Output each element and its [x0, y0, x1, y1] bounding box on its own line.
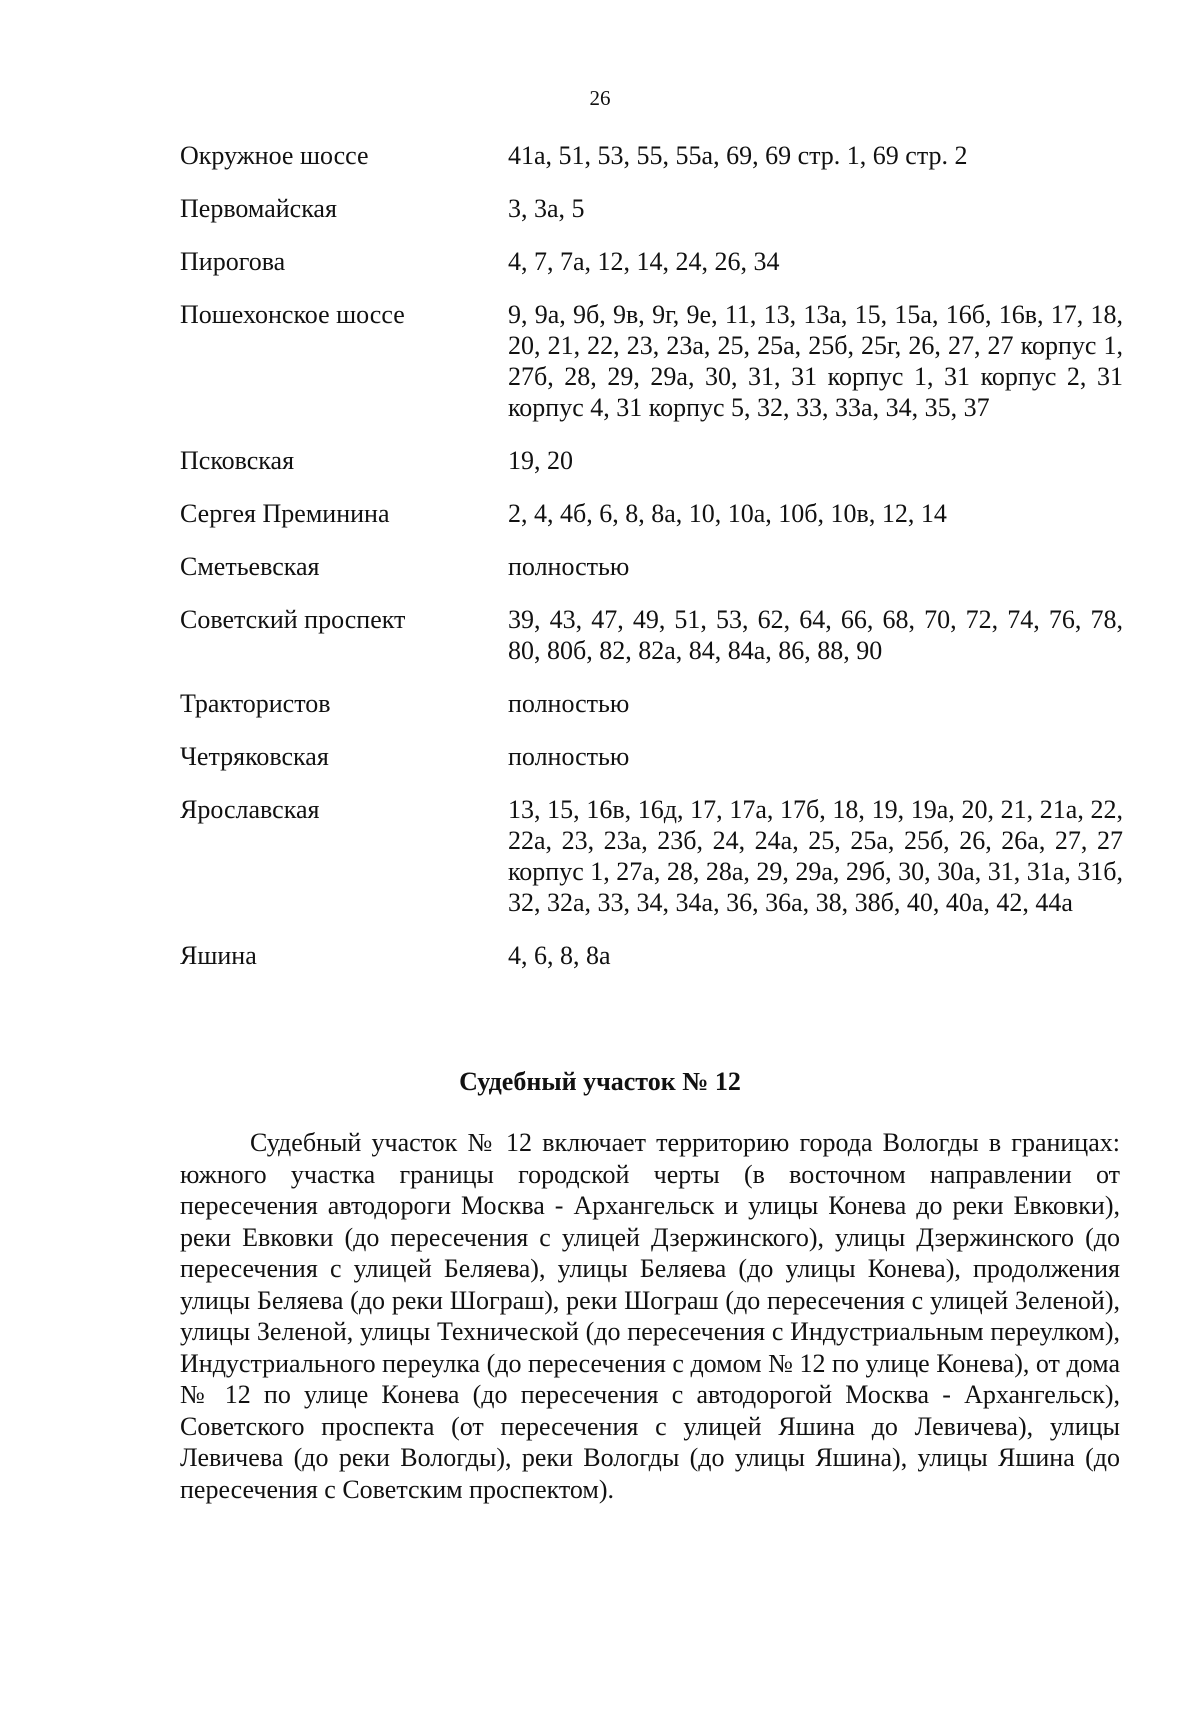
street-name: Пошехонское шоссе: [180, 300, 405, 329]
street-name: Первомайская: [180, 194, 337, 223]
street-name: Псковская: [180, 446, 295, 475]
street-houses: 4, 6, 8, 8а: [508, 941, 611, 970]
street-name: Ярославская: [180, 795, 320, 824]
street-row: [180, 551, 1140, 582]
street-houses: полностью: [508, 742, 630, 771]
street-houses: 9, 9а, 9б, 9в, 9г, 9е, 11, 13, 13а, 15, 15а, 16б, 16в, 17, 18, 20, 21, 22, 23, 23а, 25, 25а, 25б, 25г, 26, 27, 27 корпус 1, 27б, 28, 29, 29а, 30, 31, 31 корпус 1, 31 корпус 2, 31 корпус 4, 31 корпус 5, 32, 33, 33а, 34, 35, 37: [508, 300, 1123, 422]
street-name: Сергея Преминина: [180, 499, 390, 528]
street-houses: 4, 7, 7а, 12, 14, 24, 26, 34: [508, 247, 780, 276]
street-houses: 3, 3а, 5: [508, 194, 585, 223]
street-name: Четряковская: [180, 742, 329, 771]
street-houses: 41а, 51, 53, 55, 55а, 69, 69 стр. 1, 69 стр. 2: [508, 141, 968, 170]
street-houses: 19, 20: [508, 446, 573, 475]
street-houses: 39, 43, 47, 49, 51, 53, 62, 64, 66, 68, 70, 72, 74, 76, 78, 80, 80б, 82, 82а, 84, 84а, 86, 88, 90: [508, 605, 1123, 665]
street-name: Окружное шоссе: [180, 141, 369, 170]
street-row: [180, 193, 1140, 224]
street-row: [180, 940, 1140, 971]
street-name: Советский проспект: [180, 605, 406, 634]
street-list: [180, 140, 1140, 993]
street-row: [180, 140, 1140, 171]
street-row: [180, 794, 1140, 918]
street-row: [180, 299, 1140, 423]
street-name: Сметьевская: [180, 552, 320, 581]
street-name: Пирогова: [180, 247, 286, 276]
street-name: Трактористов: [180, 689, 331, 718]
street-row: [180, 498, 1140, 529]
street-row: [180, 741, 1140, 772]
street-row: [180, 604, 1140, 666]
page-number: 26: [589, 86, 611, 110]
section-body: Судебный участок № 12 включает территорию города Вологды в границах: южного участка границы городской черты (в восточном направлении от пересечения автодороги Москва - Архангельск и улицы Конева до реки Евковки), реки Евковки (до пересечения с улицей Дзержинского), улицы Дзержинского (до пересечения с улицей Беляева), улицы Беляева (до улицы Конева), продолжения улицы Беляева (до реки Шограш), реки Шограш (до пересечения с улицей Зеленой), улицы Зеленой, улицы Технической (до пересечения с Индустриальным переулком), Индустриального переулка (до пересечения с домом № 12 по улице Конева), от дома № 12 по улице Конева (до пересечения с автодорогой Москва - Архангельск), Советского проспекта (от пересечения с улицей Яшина до Левичева), улицы Левичева (до реки Вологды), реки Вологды (до улицы Яшина), улицы Яшина (до пересечения с Советским проспектом).: [180, 1128, 1120, 1504]
street-name: Яшина: [180, 941, 257, 970]
section-heading: Судебный участок № 12: [459, 1067, 741, 1096]
street-houses: 13, 15, 16в, 16д, 17, 17а, 17б, 18, 19, 19а, 20, 21, 21а, 22, 22а, 23, 23а, 23б, 24, 24а, 25, 25а, 25б, 26, 26а, 27, 27 корпус 1, 27а, 28, 28а, 29, 29а, 29б, 30, 30а, 31, 31а, 31б, 32, 32а, 33, 34, 34а, 36, 36а, 38, 38б, 40, 40а, 42, 44а: [508, 795, 1123, 917]
street-houses: полностью: [508, 552, 630, 581]
street-row: [180, 445, 1140, 476]
street-houses: 2, 4, 4б, 6, 8, 8а, 10, 10а, 10б, 10в, 12, 14: [508, 499, 947, 528]
street-row: [180, 688, 1140, 719]
street-houses: полностью: [508, 689, 630, 718]
street-row: [180, 246, 1140, 277]
